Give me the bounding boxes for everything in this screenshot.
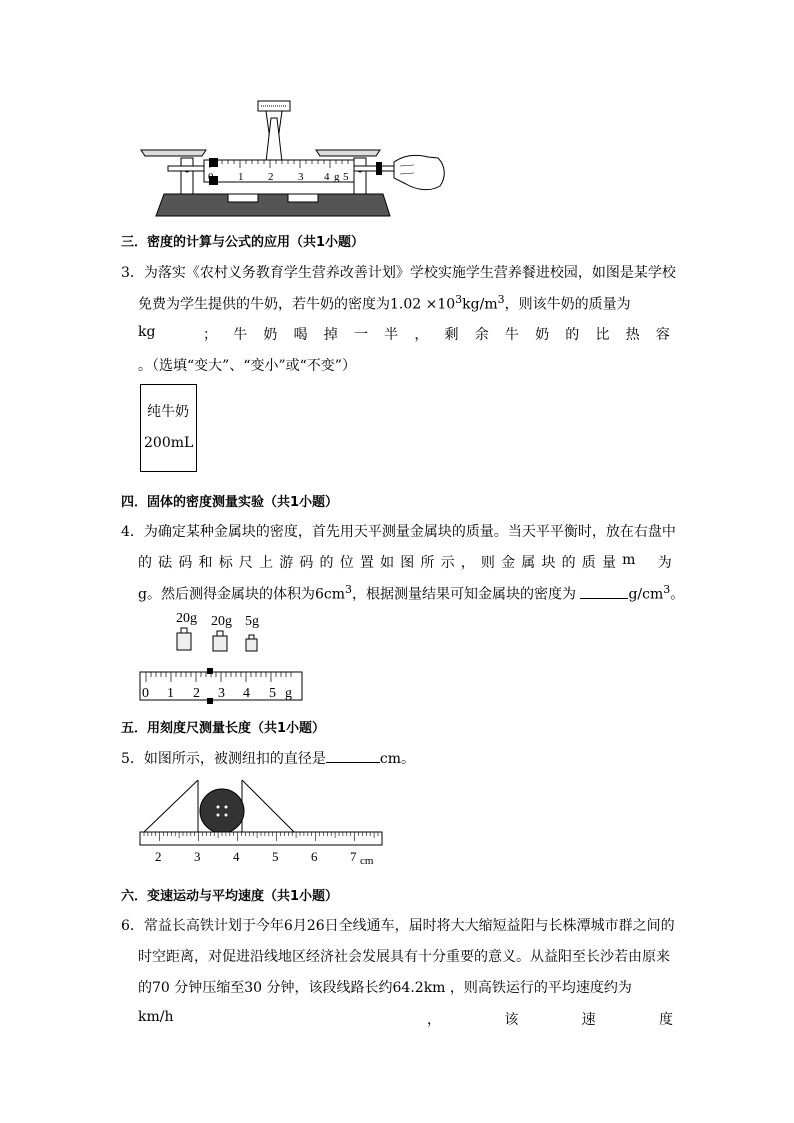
svg-text:3: 3	[194, 849, 201, 864]
answer-blank-diameter[interactable]	[326, 762, 380, 763]
section-3-heading: 三．密度的计算与公式的应用（共1小题）	[121, 235, 365, 250]
svg-text:7: 7	[350, 849, 357, 864]
beam-rider-top	[209, 158, 218, 167]
milk-label-name: 纯牛奶	[147, 404, 189, 420]
weight-5g	[246, 635, 257, 651]
button-ruler-figure	[138, 780, 386, 870]
svg-text:5: 5	[272, 849, 279, 864]
section-4-heading: 四．固体的密度测量实验（共1小题）	[121, 495, 339, 510]
q3-line1: 3．为落实《农村义务教育学生营养改善计划》学校实施学生营养餐进校园，如图是某学校	[121, 265, 676, 281]
weight-label-1: 20g	[176, 611, 197, 626]
q5-line1: 5．如图所示，被测纽扣的直径是 cm。	[121, 751, 416, 767]
section-6-heading: 六．变速运动与平均速度（共1小题）	[121, 889, 339, 904]
q6-line3: 的70 分钟压缩至30 分钟，该段线路长约64.2km ，则高铁运行的平均速度约为	[138, 980, 632, 996]
milk-label-volume: 200mL	[144, 435, 194, 451]
svg-text:4: 4	[243, 686, 250, 701]
weights-figure	[170, 608, 270, 656]
svg-text:0: 0	[208, 171, 214, 183]
weight-label-2: 20g	[211, 614, 232, 629]
svg-text:1: 1	[167, 686, 174, 701]
q3-line3-justified: ； 牛 奶 喝 掉 一 半 ， 剩 余 牛 奶 的 比 热 容	[203, 327, 670, 343]
svg-text:g: g	[334, 171, 340, 183]
q4-line2-justified: 的 砝 码 和 标 尺 上 游 码 的 位 置 如 图 所 示 ， 则 金 属 块 的 质 量 m 为	[138, 552, 672, 571]
q6-line1: 6．常益长高铁计划于今年6月26日全线通车，届时将大大缩短益阳与长株潭城市群之间的	[121, 918, 675, 934]
svg-text:2: 2	[268, 171, 274, 183]
svg-text:3: 3	[298, 171, 304, 183]
q6-line4-justified: ， 该 速 度	[427, 1012, 673, 1028]
q4-line1: 4．为确定某种金属块的密度，首先用天平测量金属块的质量。当天平平衡时，放在右盘中	[121, 524, 676, 540]
balance-figure	[138, 100, 450, 218]
rider-marker-top	[207, 668, 213, 674]
weight-20g-2	[213, 631, 227, 651]
svg-text:1: 1	[238, 171, 244, 183]
svg-text:0: 0	[142, 686, 149, 701]
q6-line4-unit: km/h	[138, 1009, 174, 1025]
rider-scale-figure	[138, 666, 306, 706]
svg-text:2: 2	[193, 686, 200, 701]
q3-line4: 。（选填“变大”、“变小”或“不变”）	[138, 358, 356, 374]
weight-20g-1	[177, 628, 191, 650]
weight-label-3: 5g	[245, 614, 259, 629]
button-object	[200, 789, 244, 833]
milk-carton	[140, 384, 197, 472]
svg-text:4: 4	[233, 849, 240, 864]
svg-text:6: 6	[311, 849, 318, 864]
q3-line2: 免费为学生提供的牛奶，若牛奶的密度为$1.02 \times 10^3kg/m^3$，则该牛奶的质量为	[138, 293, 631, 313]
svg-text:5: 5	[343, 171, 349, 183]
q3-line3-unit: kg	[138, 324, 156, 340]
rider-marker-bottom	[207, 698, 213, 704]
q4-line3: g。然后测得金属块的体积为$6cm^3$，根据测量结果可知金属块的密度为 $g/cm^3$。	[138, 583, 685, 603]
section-5-heading: 五．用刻度尺测量长度（共1小题）	[121, 721, 326, 736]
answer-blank-density[interactable]	[580, 598, 628, 599]
svg-text:3: 3	[218, 686, 225, 701]
svg-text:cm: cm	[360, 855, 374, 867]
q6-line2: 时空距离，对促进沿线地区经济社会发展具有十分重要的意义。从益阳至长沙若由原来	[138, 949, 670, 965]
svg-text:4: 4	[324, 171, 330, 183]
svg-text:g: g	[285, 686, 292, 701]
svg-text:5: 5	[269, 686, 276, 701]
svg-text:2: 2	[155, 849, 162, 864]
